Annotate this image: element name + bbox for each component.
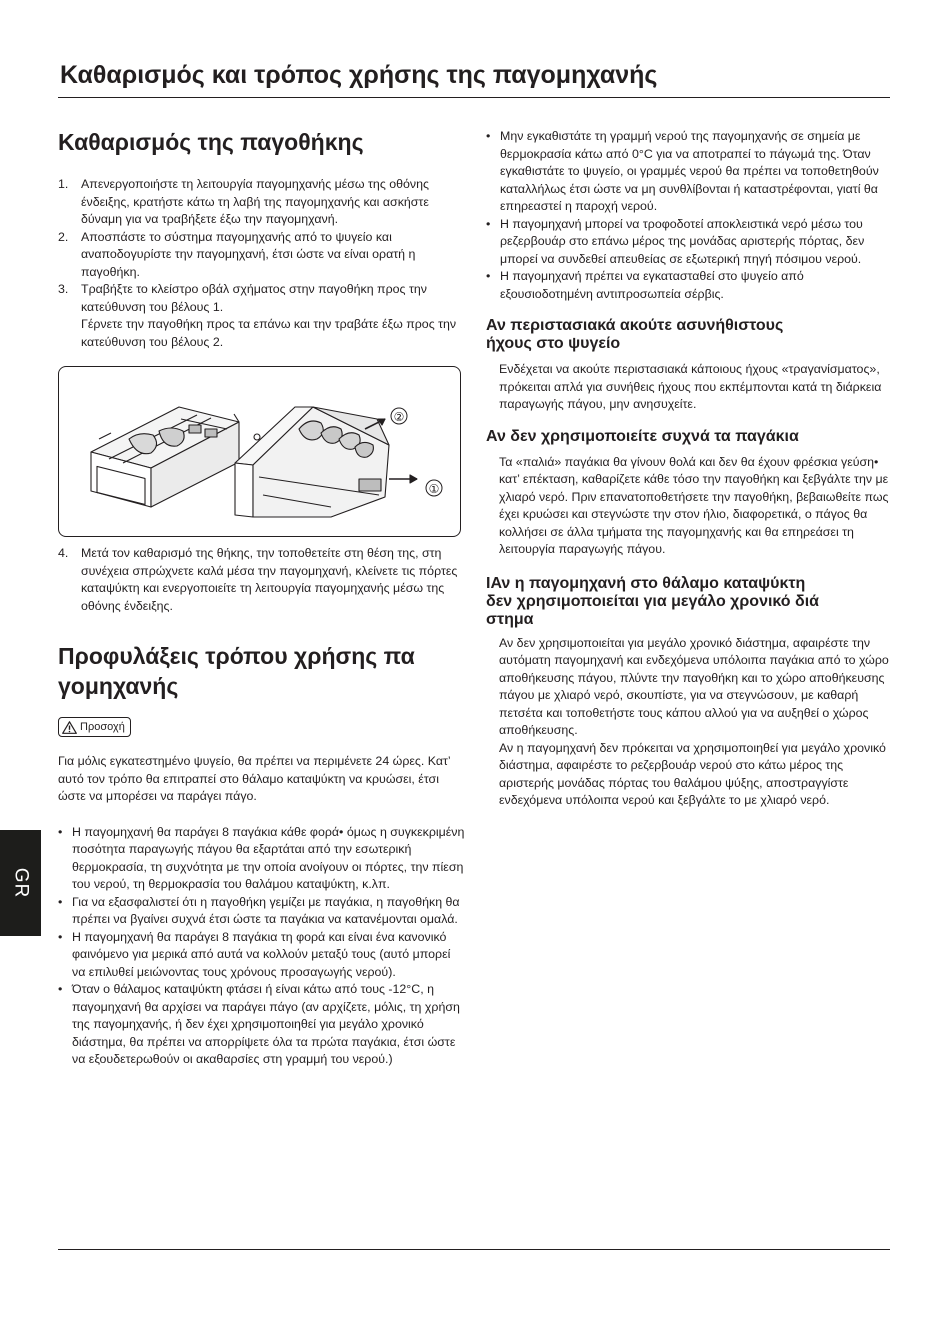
precautions-list-left (58, 824, 466, 1069)
noises-heading-line: ήχους στο ψυγείο (486, 335, 621, 352)
left-column (58, 128, 466, 1069)
caution-badge (58, 717, 131, 737)
precautions-heading-line: γομηχανής (58, 673, 179, 699)
page-title: Καθαρισμός και τρόπος χρήσης της παγομηχανής (60, 61, 658, 89)
ice-bin-illustration (58, 366, 461, 537)
ice-bin-drawing (59, 367, 461, 537)
step-number: 2. (58, 229, 69, 244)
noises-heading (486, 317, 890, 353)
step-text: Αποσπάστε το σύστημα παγομηχανής από το ψυγείο και αναποδογυρίστε την παγομηχανή, έτσι ώστε να είναι ορατή η παγοθήκη. (81, 229, 416, 279)
language-tab-label: GR (10, 867, 32, 899)
title-divider (58, 97, 890, 98)
precautions-intro: Για μόλις εγκατεστημένο ψυγείο, θα πρέπει να περιμένετε 24 ώρες. Κατ’ αυτό τον τρόπο θα επιτραπεί στο θάλαμο καταψύκτη να κρυώσει, έτσι ώστε να μπορέσει να παράγει πάγο. (58, 754, 451, 803)
step-number: 1. (58, 177, 69, 191)
rarely-heading: Αν δεν χρησιμοποιείτε συχνά τα παγάκια (486, 427, 799, 445)
step-text: Μετά τον καθαρισμό της θήκης, την τοποθετείτε στη θέση της, στη συνέχεια σπρώχνετε καλά μέσα την παγομηχανή, κλείνετε τις πόρτες καταψύκτη και ενεργοποιείτε τη λειτουργία παγομηχανής μέσω της οθόνης ένδειξης. (81, 546, 458, 613)
longtime-heading-line: στημα (486, 610, 534, 628)
cleaning-heading: Καθαρισμός της παγοθήκης (58, 129, 364, 155)
caution-label-row (58, 717, 466, 739)
precaution-item: • Για να εξασφαλιστεί ότι η παγοθήκη γεμίζει με παγάκια, η παγοθήκη θα πρέπει να βγαίνει συχνά έτσι ώστε τα παγάκια να κατανέμονται ομαλά. (58, 894, 466, 929)
precaution-item: • Η παγομηχανή πρέπει να εγκατασταθεί στο ψυγείο από εξουσιοδοτημένη αντιπροσωπεία σέρβις. (486, 268, 890, 303)
language-tab (0, 830, 41, 936)
longtime-heading-line: ΙΑν η παγομηχανή στο θάλαμο καταψύκτη (486, 574, 806, 592)
cleaning-step-4 (58, 545, 466, 615)
rarely-text: Τα «παλιά» παγάκια θα γίνουν θολά και δεν θα έχουν φρέσκια γεύση• κατ’ επέκταση, καθαρίζετε κάθε τόσο την παγοθήκη και ξεβγάλτε την με χλιαρό νερό. Πριν επανατοποθετήσετε την παγοθήκη, βεβαιωθείτε πως έχει κρυώσει και στεγνώστε την στον ήλιο, διαφορετικά, ο πάγος θα κολλήσει σε άλλα τμήματα της παγομηχανής και θα επηρεάσει τη λειτουργία παραγωγής πάγου. (499, 454, 889, 556)
noises-text: Ενδέχεται να ακούτε περιστασιακά κάποιους ήχους «τραγανίσματος», πρόκειται απλά για συνήθεις ήχους που εκπέμπονται κατά τη διάρκεια παραγωγής πάγου, μην ανησυχείτε. (499, 362, 882, 411)
step-number: 3. (58, 282, 69, 296)
precaution-item: • Όταν ο θάλαμος καταψύκτη φτάσει ή είναι κάτω από τους -12°C, η παγομηχανή θα αρχίσει να παράγει πάγο (αν αρχίζετε, μόλις, τη χρήση της παγομηχανής, ή δεν έχει χρησιμοποιηθεί για μεγάλο χρονικό διάστημα, θα πρέπει να απορρίψετε όλα τα πρώτα παγάκια, έτσι ώστε να εξουδετερωθούν οι ακαθαρσίες στη γραμμή του νερού.) (58, 981, 466, 1069)
caution-text: Προσοχή (80, 721, 125, 733)
cleaning-step (58, 176, 466, 229)
noises-heading-line: Αν περιστασιακά ακούτε ασυνήθιστους (486, 317, 784, 334)
precautions-list-right (486, 128, 890, 303)
precaution-item: • Η παγομηχανή μπορεί να τροφοδοτεί αποκλειστικά νερό μέσω του ρεζερβουάρ στο επάνω μέρος της μονάδας αριστερής πόρτας, δεν μπορεί να συνδεθεί απευθείας σε εξωτερική πηγή πόσιμου νερού. (486, 216, 890, 269)
step-text: Απενεργοποιήστε τη λειτουργία παγομηχανής μέσω της οθόνης ένδειξης, κρατήστε κάτω τη λαβή της παγομηχανής και ασκήστε δύναμη για να τραβήξετε έξω την παγομηχανή. (81, 177, 429, 226)
step-text-continued: Γέρνετε την παγοθήκη προς τα επάνω και την τραβάτε έξω προς την κατεύθυνση του βέλους 2. (81, 317, 457, 349)
cleaning-step (58, 281, 466, 351)
precaution-item: • Μην εγκαθιστάτε τη γραμμή νερού της παγομηχανής σε σημεία με θερμοκρασία κάτω από 0°C για να αποτραπεί το πάγωμά της. Όταν εγκαθιστάτε το ψυγείο, οι γραμμές νερού θα πρέπει να τοποθετηθούν καταλλήλως έτσι ώστε να μη συνθλίβονται ή καταστρέφονται, γιατί θα επηρεαστεί η παροχή νερού. (486, 128, 890, 216)
longtime-text: Αν η παγομηχανή δεν πρόκειται να χρησιμοποιηθεί για μεγάλο χρονικό διάστημα, αφαιρέστε το ρεζερβουάρ νερού στο κάτω μέρος της αριστερής μονάδας πόρτας του θαλάμου ψύξης, αποστραγγίστε ενδεχόμενα υπόλοιπα νερού και ξεβγάλτε το με χλιαρό νερό. (499, 740, 886, 807)
arrow-1-label: ① (428, 482, 440, 496)
precaution-item: • Η παγομηχανή θα παράγει 8 παγάκια κάθε φορά• όμως η συγκεκριμένη ποσότητα παραγωγής πάγου θα εξαρτάται από την εσωτερική θερμοκρασία, τη συχνότητα με την οποία ανοίγουν οι πόρτες, την πίεση του νερού, τη θερμοκρασία του θαλάμου καταψύκτη, κ.λπ. (58, 824, 466, 894)
step-text: Τραβήξτε το κλείστρο οβάλ σχήματος στην παγοθήκη προς την κατεύθυνση του βέλους 1. (81, 282, 427, 314)
arrow-2-label: ② (393, 410, 405, 424)
precautions-heading (58, 641, 466, 701)
cleaning-step (58, 229, 466, 282)
cleaning-steps (58, 176, 466, 351)
precautions-heading-line: Προφυλάξεις τρόπου χρήσης πα (58, 643, 415, 669)
precaution-item: • Η παγομηχανή θα παράγει 8 παγάκια τη φορά και είναι ένα κανονικό φαινόμενο για μερικά από αυτά να κολλούν μεταξύ τους (αυτό μπορεί να επιλυθεί μειώνοντας τους χρόνους προσαγωγής νερού). (58, 929, 466, 982)
longtime-text: Αν δεν χρησιμοποιείται για μεγάλο χρονικό διάστημα, αφαιρέστε την αυτόματη παγομηχανή και ενδεχόμενα υπόλοιπα παγάκια από το χώρο αποθήκευσης πάγου, πλύντε την παγοθήκη και το χώρο αποθήκευσης πάγου με χλιαρό νερό, σκουπίστε, για να στεγνώσουν, με καθαρή πετσέτα και τοποθετήστε τους κάπου αλλού για να αυξηθεί ο χώρος αποθήκευσης. (499, 635, 889, 737)
longtime-heading (486, 575, 890, 629)
warning-triangle-icon (62, 721, 77, 734)
footer-divider (58, 1249, 890, 1250)
step-number: 4. (58, 546, 69, 560)
cleaning-step (58, 545, 466, 615)
right-column (486, 128, 890, 810)
longtime-heading-line: δεν χρησιμοποιείται για μεγάλο χρονικό διά (486, 592, 819, 610)
